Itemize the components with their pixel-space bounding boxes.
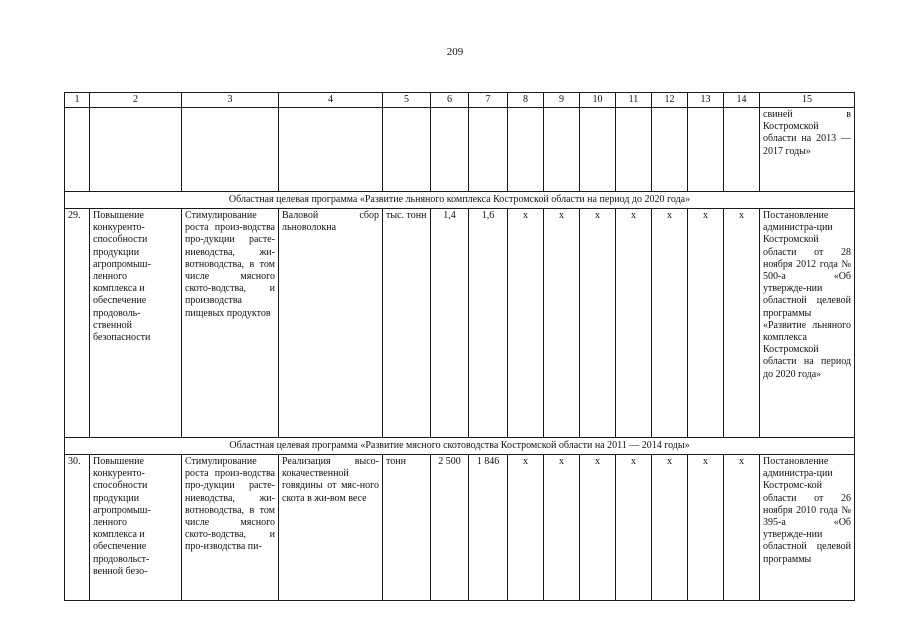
value-cell-10: х [580, 455, 616, 601]
unit-cell: тыс. тонн [383, 209, 431, 438]
continuation-basis-cell: свиней в Костромской области на 2013 — 2017 годы» [760, 108, 855, 192]
continuation-row [65, 108, 855, 192]
section-row-flax [65, 192, 855, 209]
header-row [65, 93, 855, 108]
indicator-cell: Реализация высо-кокачественной говядины от мяс-ного скота в жи-вом весе [279, 455, 383, 601]
header-cell-14: 14 [724, 93, 760, 108]
header-cell-4: 4 [279, 93, 383, 108]
cell-empty [279, 108, 383, 192]
value-cell-13: х [688, 209, 724, 438]
page-number: 209 [446, 46, 464, 58]
table-container [64, 92, 854, 601]
cell-empty [65, 108, 90, 192]
goal-cell: Повышение конкуренто- способности продукции агропромыш- ленного комплекса и обеспечение продовольст- венной безо- [90, 455, 182, 601]
value-cell-14: х [724, 455, 760, 601]
value-cell-9: х [544, 455, 580, 601]
cell-empty [90, 108, 182, 192]
cell-empty [544, 108, 580, 192]
value-cell-12: х [652, 455, 688, 601]
cell-empty [724, 108, 760, 192]
row-number-cell: 30. [65, 455, 90, 601]
header-cell-2: 2 [90, 93, 182, 108]
header-cell-6: 6 [431, 93, 469, 108]
header-cell-3: 3 [182, 93, 279, 108]
goal-cell: Повышение конкуренто- способности продукции агропромыш- ленного комплекса и обеспечение продоволь- ственной безопасности [90, 209, 182, 438]
cell-empty [431, 108, 469, 192]
section-title-meat: Областная целевая программа «Развитие мясного скотоводства Костромской области на 2011 — 2014 годы» [65, 438, 855, 455]
value-cell-8: х [508, 455, 544, 601]
value-cell-7: 1,6 [469, 209, 508, 438]
value-cell-11: х [616, 455, 652, 601]
task-cell: Стимулирование роста произ-водства про-дукции расте-ниеводства, жи-вотноводства, в том числе мясного ското-водства, и про-изводства пи- [182, 455, 279, 601]
cell-empty [616, 108, 652, 192]
value-cell-12: х [652, 209, 688, 438]
section-title-flax: Областная целевая программа «Развитие льняного комплекса Костромской области на период до 2020 года» [65, 192, 855, 209]
cell-empty [383, 108, 431, 192]
value-cell-6: 2 500 [431, 455, 469, 601]
value-cell-13: х [688, 455, 724, 601]
cell-empty [580, 108, 616, 192]
cell-empty [182, 108, 279, 192]
task-cell: Стимулирование роста произ-водства про-дукции расте-ниеводства, жи-вотноводства, в том числе мясного ското-водства, и производства пищевых продуктов [182, 209, 279, 438]
header-cell-13: 13 [688, 93, 724, 108]
table-row-30 [65, 455, 855, 601]
cell-empty [508, 108, 544, 192]
row-number-cell: 29. [65, 209, 90, 438]
value-cell-10: х [580, 209, 616, 438]
section-row-meat [65, 438, 855, 455]
basis-cell: Постановление администра-ции Костромской области от 28 ноября 2012 года № 500-а «Об утвержде-нии областной целевой программы «Развитие льняного комплекса Костромской области на период до 2020 года» [760, 209, 855, 438]
value-cell-8: х [508, 209, 544, 438]
value-cell-6: 1,4 [431, 209, 469, 438]
basis-cell: Постановление администра-ции Костромс-кой области от 26 ноября 2010 года № 395-а «Об утвержде-нии областной целевой программы [760, 455, 855, 601]
header-cell-7: 7 [469, 93, 508, 108]
header-cell-9: 9 [544, 93, 580, 108]
table-row-29 [65, 209, 855, 438]
value-cell-9: х [544, 209, 580, 438]
header-cell-11: 11 [616, 93, 652, 108]
value-cell-7: 1 846 [469, 455, 508, 601]
header-cell-12: 12 [652, 93, 688, 108]
cell-empty [652, 108, 688, 192]
value-cell-14: х [724, 209, 760, 438]
cell-empty [469, 108, 508, 192]
indicator-table [64, 92, 855, 601]
header-cell-10: 10 [580, 93, 616, 108]
header-cell-5: 5 [383, 93, 431, 108]
cell-empty [688, 108, 724, 192]
header-cell-15: 15 [760, 93, 855, 108]
header-cell-8: 8 [508, 93, 544, 108]
unit-cell: тонн [383, 455, 431, 601]
indicator-cell: Валовой сбор льноволокна [279, 209, 383, 438]
header-cell-1: 1 [65, 93, 90, 108]
value-cell-11: х [616, 209, 652, 438]
